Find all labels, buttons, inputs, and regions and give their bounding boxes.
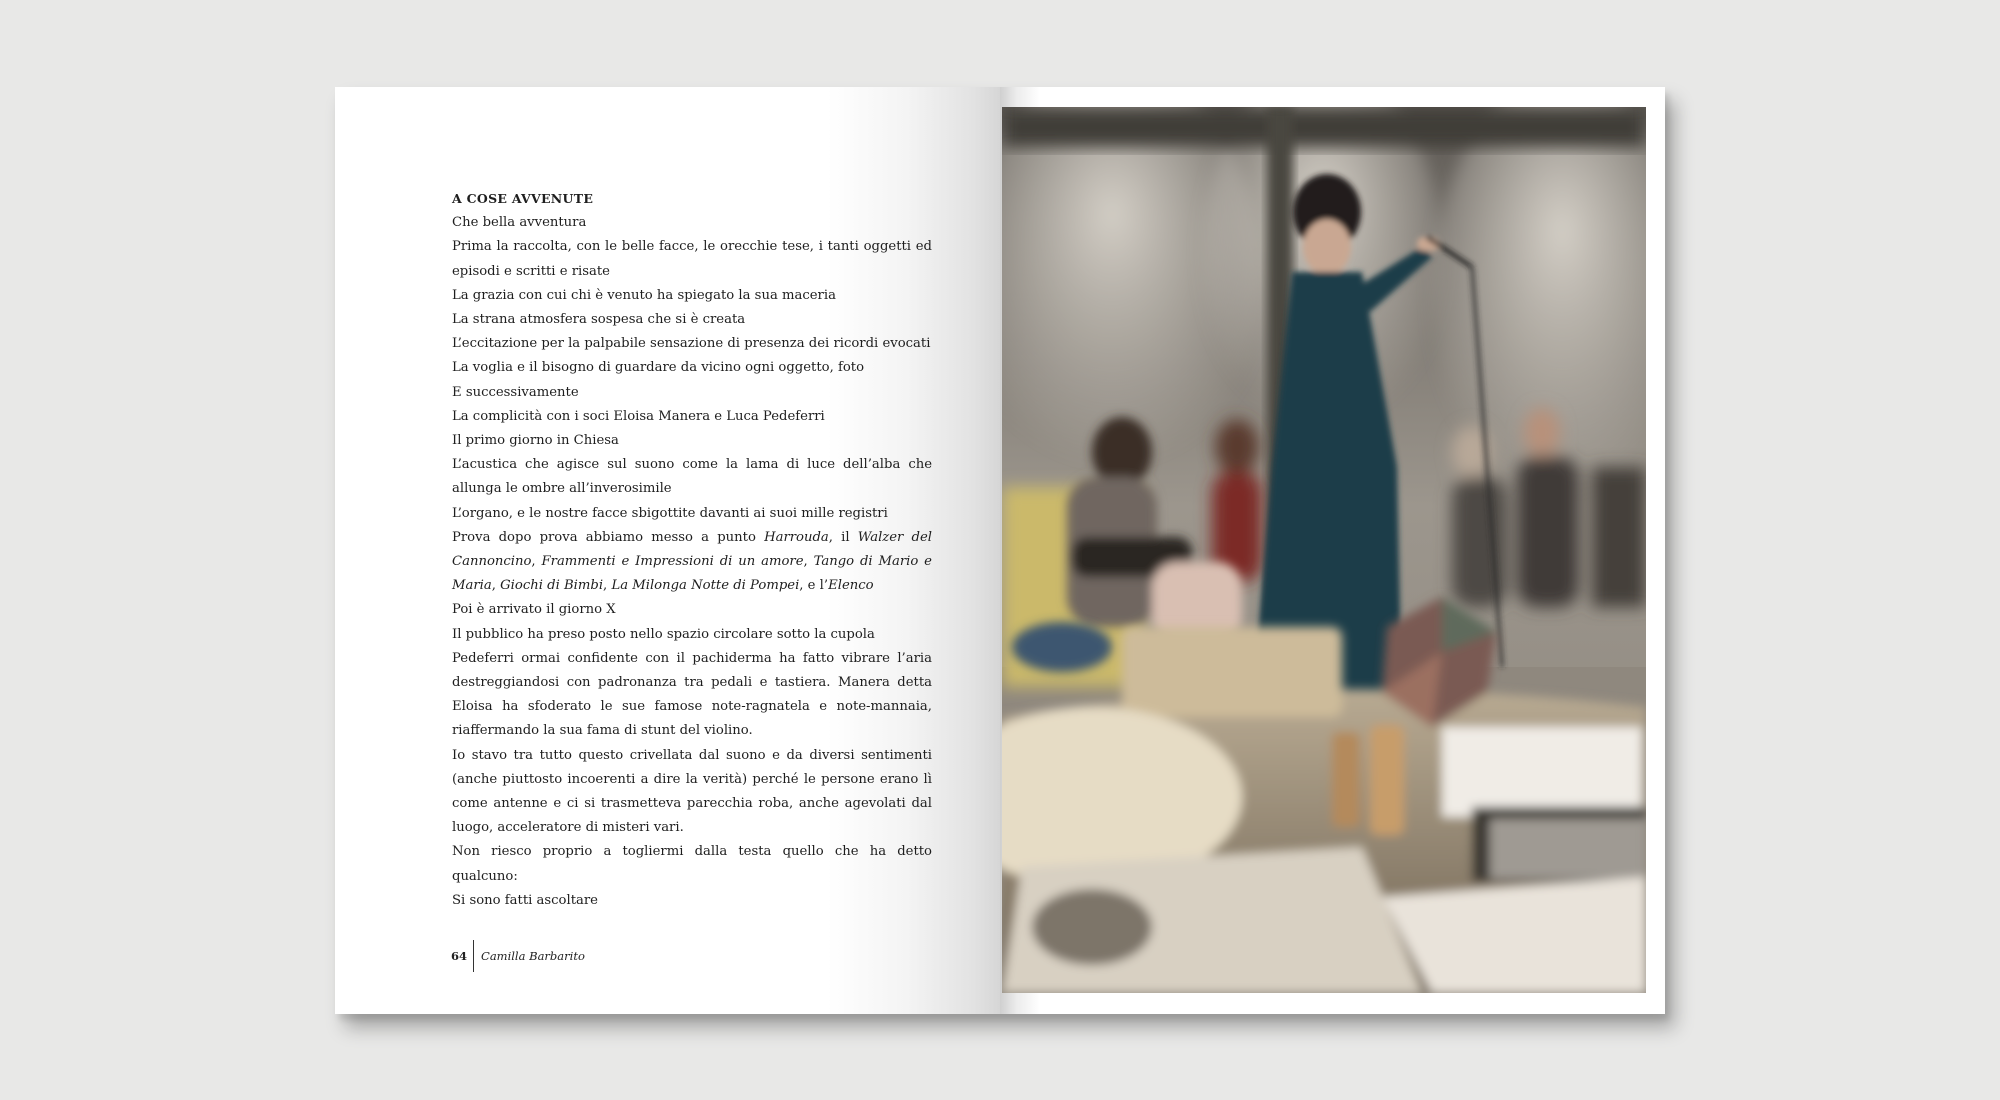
work-title: La Milonga Notte di Pompei — [611, 578, 800, 594]
poem-line: La strana atmosfera sospesa che si è creata — [452, 312, 746, 328]
poem-line: E successivamente — [452, 384, 579, 400]
poem-text — [452, 187, 932, 913]
right-page — [1000, 87, 1665, 1014]
page-number: 64 — [451, 949, 468, 963]
text-fragment: , il — [828, 529, 858, 545]
poem-line: Pedeferri ormai confidente con il pachiderma ha fatto vibrare l’aria destreggiandosi con padronanza tra pedali e tastiera. Manera detta Eloisa ha sfoderato le sue famose note-ragnatela e note-mannaia, riaffermando la sua fama di stunt del violino. — [452, 650, 932, 739]
work-title: Frammenti e Impressioni di un amore — [541, 554, 804, 570]
poem-line: Io stavo tra tutto questo crivellata dal suono e da diversi sentimenti (anche piuttosto incoerenti a dire la verità) perché le persone erano lì come antenne e ci si trasmetteva parecchia roba, anche agevolati dal luogo, acceleratore di misteri vari. — [452, 747, 932, 836]
text-fragment: , — [491, 578, 501, 594]
poem-line: L’acustica che agisce sul suono come la lama di luce dell’alba che allunga le ombre all’inverosimile — [452, 457, 932, 497]
text-fragment: , — [603, 578, 612, 594]
text-fragment: , e l’ — [799, 578, 829, 594]
footer-divider — [473, 940, 474, 972]
poem-line-works — [452, 526, 932, 599]
work-title: Harrouda — [764, 529, 829, 545]
poem-line: Poi è arrivato il giorno X — [452, 602, 616, 618]
poem-line: Si sono fatti ascoltare — [452, 892, 598, 908]
page-footer — [451, 940, 585, 972]
poem-line: Non riesco proprio a togliermi dalla testa quello che ha detto qualcuno: — [452, 844, 932, 884]
left-page — [335, 87, 1000, 1014]
poem-line: L’organo, e le nostre facce sbigottite davanti ai suoi mille registri — [452, 505, 888, 521]
poem-line: Che bella avventura — [452, 215, 587, 231]
work-title: Tango di Mario e Maria — [452, 554, 932, 594]
poem-title: A COSE AVVENUTE — [452, 191, 594, 206]
poem-line: Prima la raccolta, con le belle facce, le orecchie tese, i tanti oggetti ed episodi e scritti e risate — [452, 239, 932, 279]
concert-photo — [1002, 107, 1646, 993]
poem-line: Il primo giorno in Chiesa — [452, 433, 619, 449]
work-title: Elenco — [828, 578, 874, 594]
poem-line: Il pubblico ha preso posto nello spazio circolare sotto la cupola — [452, 626, 875, 642]
poem-line: L’eccitazione per la palpabile sensazione di presenza dei ricordi evocati — [452, 336, 931, 352]
text-fragment: , — [803, 554, 814, 570]
work-title: Giochi di Bimbi — [500, 578, 604, 594]
poem-line: La complicità con i soci Eloisa Manera e Luca Pedeferri — [452, 408, 825, 424]
book-spread — [335, 87, 1665, 1014]
text-fragment: Prova dopo prova abbiamo messo a punto — [452, 529, 765, 545]
author-name: Camilla Barbarito — [481, 949, 585, 963]
poem-line: La voglia e il bisogno di guardare da vicino ogni oggetto, foto — [452, 360, 865, 376]
work-title: Walzer del Cannoncino — [452, 529, 932, 570]
poem-line: La grazia con cui chi è venuto ha spiegato la sua maceria — [452, 287, 836, 303]
text-fragment: , — [531, 554, 542, 570]
concert-photo-illustration — [1002, 107, 1646, 993]
